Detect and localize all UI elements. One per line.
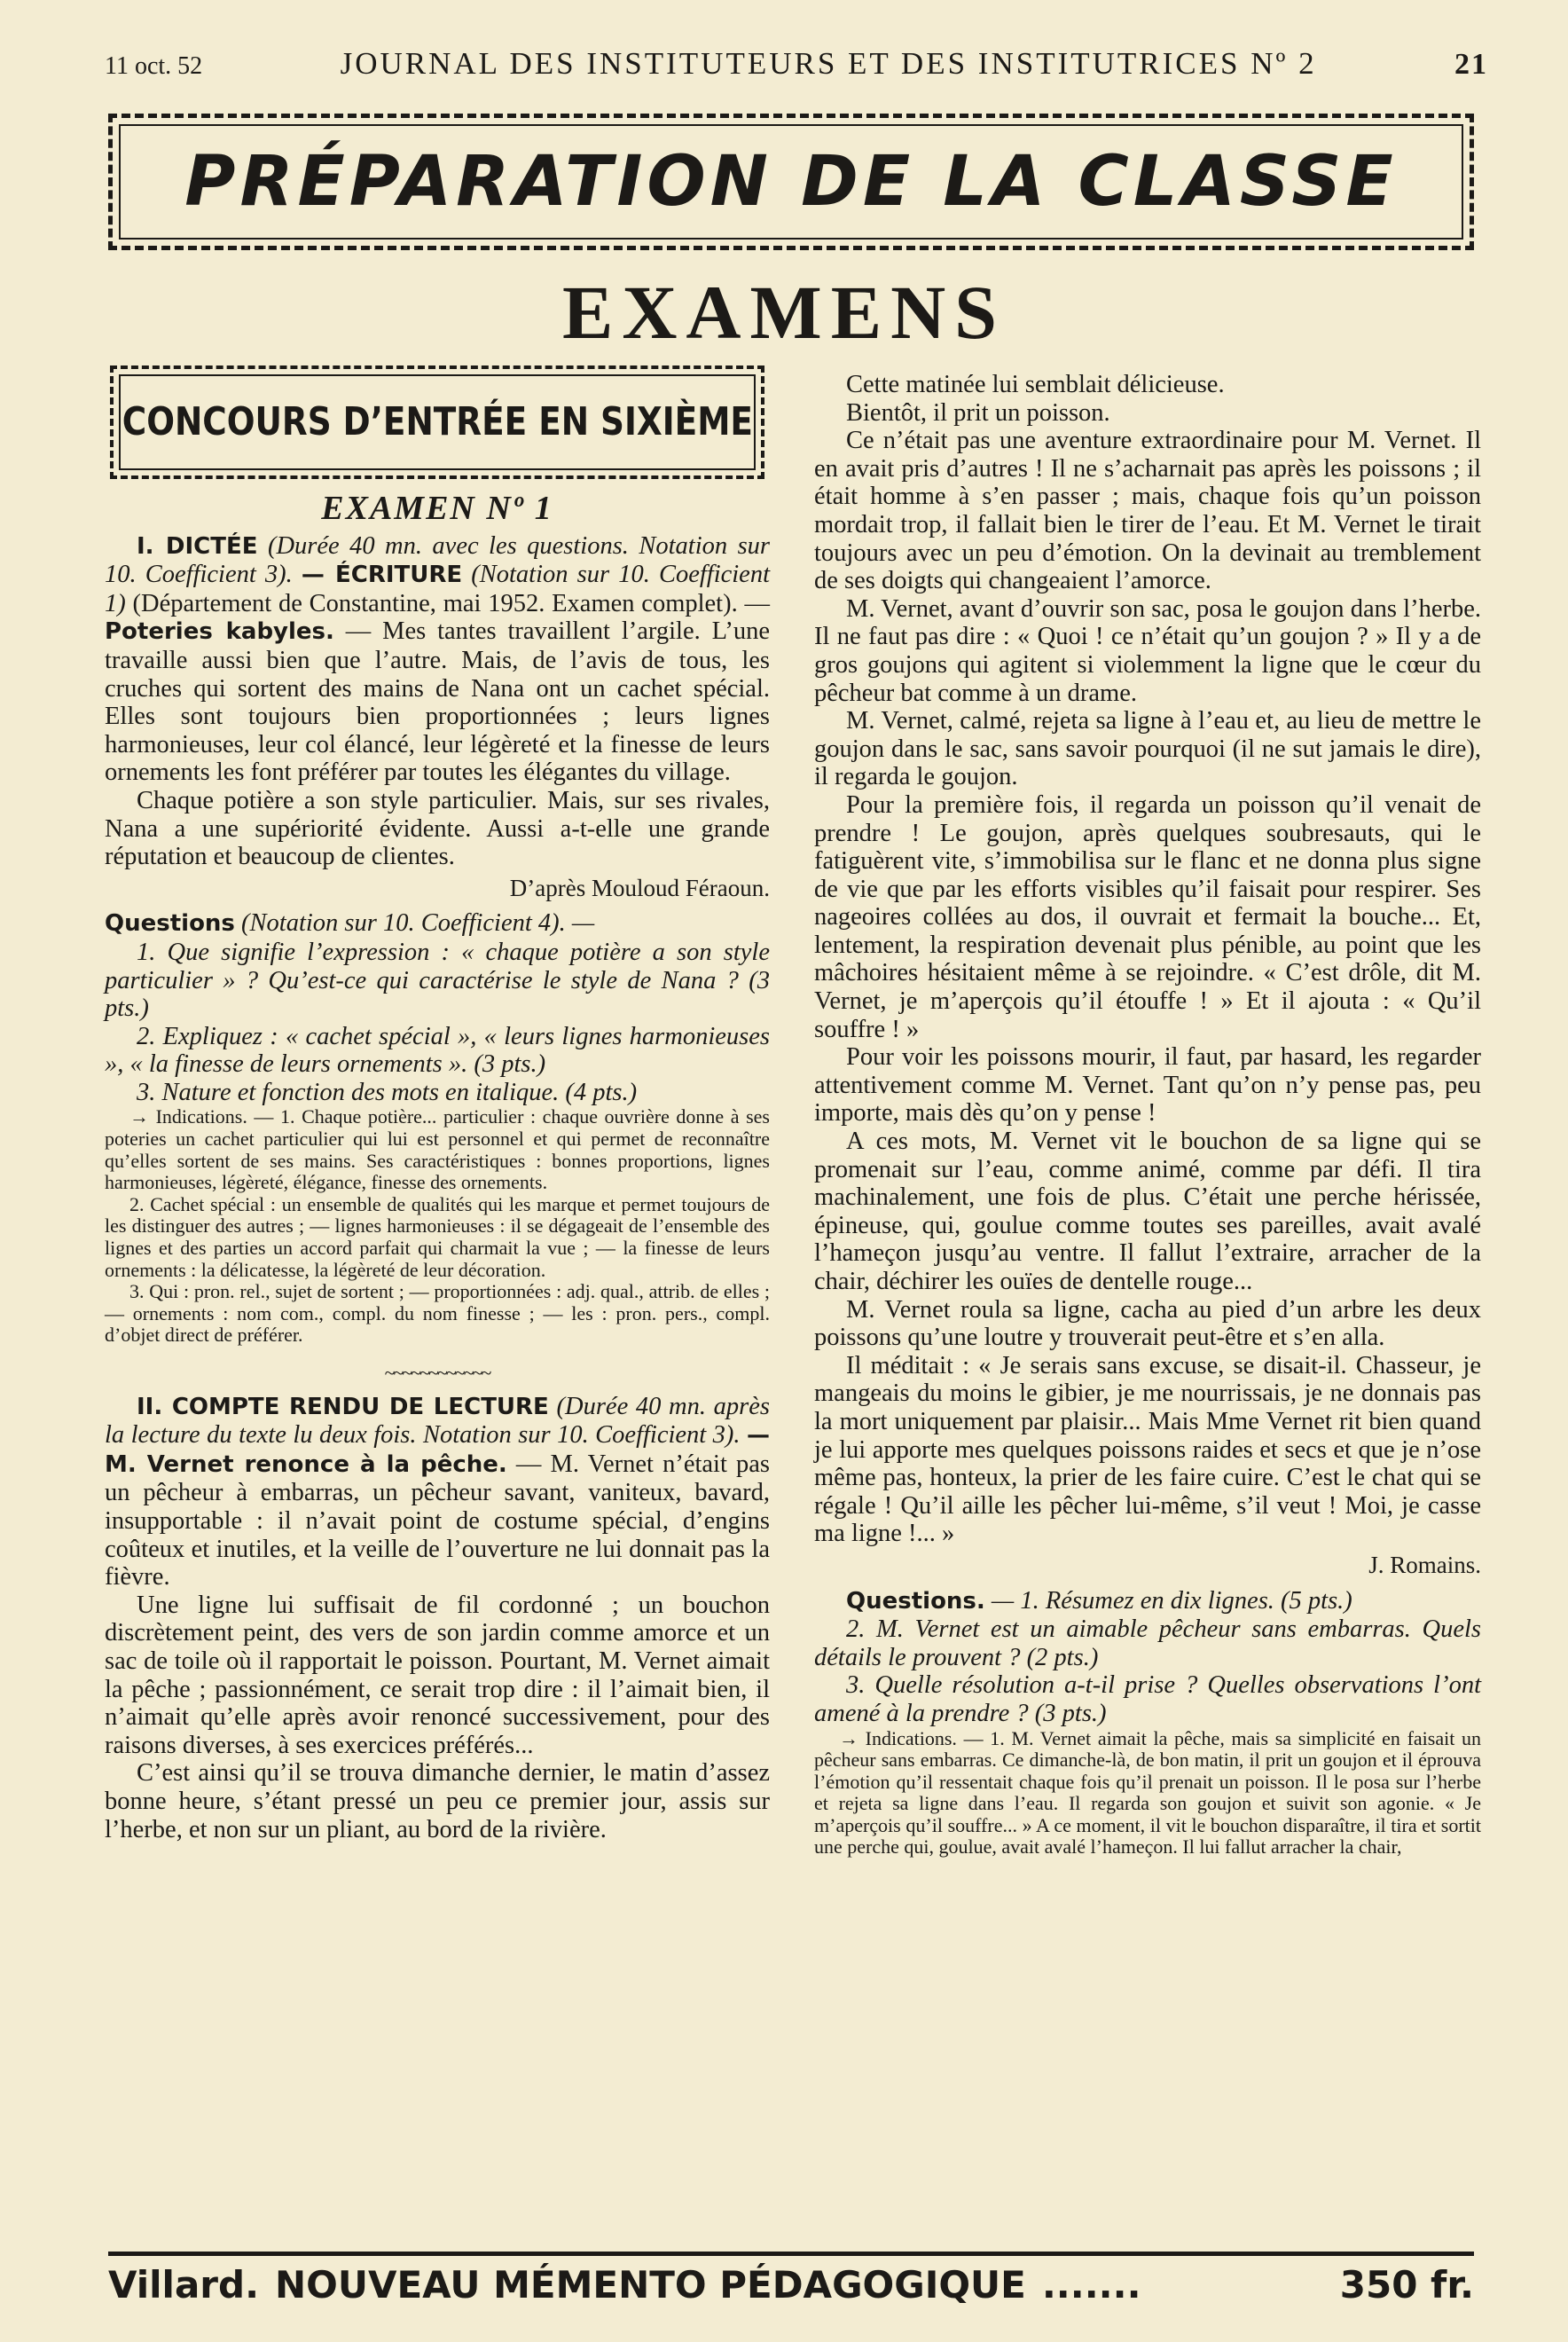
page-number: 21 — [1454, 48, 1488, 81]
questions-note: (Notation sur 10. Coefficient 4). — — [241, 909, 595, 938]
section-title: EXAMENS — [561, 270, 1007, 355]
questions-heading: Questions — [105, 910, 235, 938]
reading-author: J. Romains. — [1368, 1551, 1481, 1578]
exam-title: EXAMEN Nº 1 — [321, 490, 553, 527]
reading-text-3: C’est ainsi qu’il se trouva dimanche dernier, le matin d’assez bonne heure, s’étant pressé un peu ce premier jour, assis sur l’herbe, et non sur un pliant, au bord de la rivière. — [105, 1759, 770, 1843]
reading-right-9: M. Vernet roula sa ligne, cacha au pied d’un arbre les deux poissons qu’une loutre y trouverait peut-être et s’en alla. — [814, 1295, 1481, 1352]
reading-right-6: Pour la première fois, il regarda un poisson qu’il venait de prendre ! Le goujon, après quelques soubresauts, qui le fatiguèrent vite, s’immobilisa sur le flanc et ne donna plus signe de vie que par les efforts visibles qu’il faisait pour respirer. Ses nageoires collées au dos, il ouvrait et fermait la bouche... Et, lentement, la respiration devenait plus pénible, au point que les mâchoires hésitaient même à se rejoindre. « C’est drôle, dit M. Vernet, je m’aperçois qu’il étouffe ! » Et il ajouta : « Qu’il souffre ! » — [814, 790, 1481, 1043]
footer-dots: ....... — [1041, 2262, 1141, 2307]
dictee-heading: I. DICTÉE — [137, 532, 258, 560]
page-header — [105, 46, 1488, 90]
ecriture-note: (Notation sur 10. Coefficient 1) — [105, 561, 770, 617]
indication-2: 2. Cachet spécial : un ensemble de qualités qui les marque et permet toujours de les distinguer des autres ; — lignes harmonieuses : il se dégageait de l’ensemble des lignes et des parties un accord parfait qui charmait la vue ; — la finesse de leurs ornements : la délicatesse, la légèreté de leur décoration. — [105, 1192, 770, 1281]
reading-title: — M. Vernet renonce à la pêche. — [105, 1422, 771, 1478]
reading-questions — [814, 1587, 1481, 1616]
concours-box — [110, 365, 764, 479]
compte-rendu-heading: II. COMPTE RENDU DE LECTURE — [137, 1393, 549, 1420]
indications-block — [105, 1106, 770, 1347]
separator: ~~~~~~~~~~~~ — [384, 1362, 490, 1384]
reading-question-2: 2. M. Vernet est un aimable pêcheur sans embarras. Quels détails le prouvent ? (2 pts.) — [814, 1615, 1481, 1671]
section-banner — [108, 114, 1474, 250]
concours-title: CONCOURS D’ENTRÉE EN SIXIÈME — [122, 399, 753, 445]
reading-questions-heading: Questions. — [846, 1587, 985, 1615]
footer-publisher: Villard. — [108, 2262, 260, 2307]
question-2: 2. Expliquez : « cachet spécial », « leurs lignes harmonieuses », « la finesse de leurs ornements ». (3 pts.) — [105, 1022, 770, 1079]
issue-date: 11 oct. 52 — [105, 52, 203, 80]
indication-1: → Indications. — 1. Chaque potière... particulier : chaque ouvrière donne à ses poteries un cachet particulier qui lui est personnel et qui permet de reconnaître qu’elles sortent de ses mains. Ses caractéristiques : bonnes proportions, lignes harmonieuses, légèreté, élégance, finesse des ornements. — [105, 1105, 770, 1194]
compte-rendu-paragraph — [105, 1393, 770, 1591]
dictation-author: D’après Mouloud Féraoun. — [509, 874, 770, 901]
dictation-paragraph-2: Chaque potière a son style particulier. Mais, sur ses rivales, Nana a une supériorité évidente. Aussi a-t-elle une grande réputation et beaucoup de clientes. — [105, 786, 770, 871]
right-column — [814, 371, 1481, 1859]
footer-book-title: NOUVEAU MÉMENTO PÉDAGOGIQUE — [275, 2262, 1026, 2307]
footer-price: 350 fr. — [1339, 2262, 1474, 2307]
footer-ad — [108, 2263, 1141, 2307]
reading-right-7: Pour voir les poissons mourir, il faut, par hasard, les regarder attentivement comme M. Vernet. Tant qu’on n’y pense pas, peu importe, mais dès qu’on y pense ! — [814, 1043, 1481, 1128]
exam-source: (Département de Constantine, mai 1952. Examen complet). — — [132, 589, 770, 617]
dictation-title: Poteries kabyles. — [105, 618, 334, 646]
reading-right-8: A ces mots, M. Vernet vit le bouchon de sa ligne qui se promenait sur l’eau, comme animé, comme par défi. Il tira machinalement, une fois de plus. C’était une perche hérissée, épineuse, qui, goulue comme toutes ses pareilles, avait avalé l’hameçon jusqu’au ventre. Il fallut l’extraire, arracher de la chair, déchirer les ouïes de dentelle rouge... — [814, 1128, 1481, 1295]
journal-title: JOURNAL DES INSTITUTEURS ET DES INSTITUTRICES Nº 2 — [340, 46, 1317, 81]
banner-title: PRÉPARATION DE LA CLASSE — [184, 142, 1398, 222]
reading-right-10: Il méditait : « Je serais sans excuse, se disait-il. Chasseur, je mangeais du moins le gibier, je me nourrissais, je ne donnais pas la mort uniquement par plaisir... Mais Mme Vernet rit bien quand je lui apporte mes quelques poissons raides et secs et que je n’ose même pas, honteux, la prier de les faire cuire. C’est le chat qui se régale ! Qu’il aille les pêcher lui-même, s’il veut ! Moi, je casse ma ligne !... » — [814, 1351, 1481, 1548]
reading-right-4: M. Vernet, avant d’ouvrir son sac, posa le goujon dans l’herbe. Il ne faut pas dire : « Quoi ! ce n’était qu’un goujon ? » Il y a de gros goujons qui agitent si violemment la ligne que le cœur du pêcheur bat comme à un drame. — [814, 594, 1481, 707]
reading-indication: → Indications. — 1. M. Vernet aimait la pêche, mais sa simplicité en faisait un pêcheur sans embarras. Ce dimanche-là, de bon matin, il prit un goujon et il éprouva l’émotion qu’il ressentait chaque fois qu’il prenait un poisson. Il le posa sur l’herbe et rejeta sa ligne dans l’eau. Il regarda son goujon et suivit son agonie. « Je m’aperçois qu’il souffre... » A ce moment, il vit le bouchon disparaître, il tira et sortit une perche qui, goulue, avait avalé l’hameçon. Il lui fallut arracher la chair, — [814, 1726, 1481, 1859]
dictee-note: (Durée 40 mn. avec les questions. Notation sur 10. Coefficient 3). — [105, 531, 770, 589]
ecriture-heading: — ÉCRITURE — [301, 562, 463, 589]
reading-right-2: Bientôt, il prit un poisson. — [846, 398, 1110, 427]
reading-text-2: Une ligne lui suffisait de fil cordonné ; un bouchon discrètement peint, des vers de son jardin comme amorce et un sac de toile où il rapportait le poisson. Pourtant, M. Vernet aimait la pêche ; passionnément, ce serait trop dire : il l’aimait bien, il n’aimait qu’elle après avoir renoncé successivement, pour des raisons diverses, à ses exercices préférés... — [105, 1591, 770, 1759]
reading-question-3: 3. Quelle résolution a-t-il prise ? Quelles observations l’ont amené à la prendre ? (3 pts.) — [814, 1671, 1481, 1727]
left-column — [105, 365, 770, 1843]
reading-text-1: — M. Vernet n’était pas un pêcheur à embarras, un pêcheur savant, vaniteux, bavard, insupportable : il n’avait point de costume spécial, d’engins coûteux et inutiles, et la veille de l’ouverture ne lui donnait pas la fièvre. — [105, 1450, 770, 1591]
reading-right-1: Cette matinée lui semblait délicieuse. — [846, 371, 1225, 398]
questions-intro — [105, 909, 770, 939]
dictee-paragraph — [105, 532, 770, 787]
compte-rendu-note: (Durée 40 mn. après la lecture du texte lu deux fois. Notation sur 10. Coefficient 3). — [105, 1392, 770, 1450]
dictation-text: — Mes tantes travaillent l’argile. L’une travaille aussi bien que l’autre. Mais, de l’avis de tous, les cruches qui sortent des mains de Nana ont un cachet spécial. Elles sont toujours bien proportionnées ; leurs lignes harmonieuses, leur col élancé, leur légèreté et la finesse de leurs ornements les font préférer par toutes les élégantes du village. — [105, 617, 771, 787]
indication-3: 3. Qui : pron. rel., sujet de sortent ; — proportionnées : adj. qual., attrib. de elles ; — ornements : nom com., compl. du nom finesse ; — les : pron. pers., compl. d’objet direct de préférer. — [105, 1280, 770, 1347]
reading-question-1: — 1. Résumez en dix lignes. (5 pts.) — [991, 1586, 1352, 1615]
reading-right-3: Ce n’était pas une aventure extraordinaire pour M. Vernet. Il en avait pris d’autres ! Il ne s’acharnait pas après les poissons ; il était homme à s’en passer ; mais, chaque fois qu’un poisson mordait trop, il fallait bien le tirer de l’eau. Et M. Vernet le tirait toujours avec un peu d’émotion. On la devinait au tremblement de ses doigts qui changeaient l’amorce. — [814, 427, 1481, 595]
page-footer — [108, 2252, 1474, 2313]
reading-right-5: M. Vernet, calmé, rejeta sa ligne à l’eau et, au lieu de mettre le goujon dans le sac, sans savoir pourquoi (il ne sut jamais le dire), il regarda le goujon. — [814, 707, 1481, 791]
question-3: 3. Nature et fonction des mots en italique. (4 pts.) — [137, 1078, 638, 1106]
reading-indications — [814, 1728, 1481, 1859]
question-1: 1. Que signifie l’expression : « chaque potière a son style particulier » ? Qu’est-ce qui caractérise le style de Nana ? (3 pts.) — [105, 938, 770, 1023]
